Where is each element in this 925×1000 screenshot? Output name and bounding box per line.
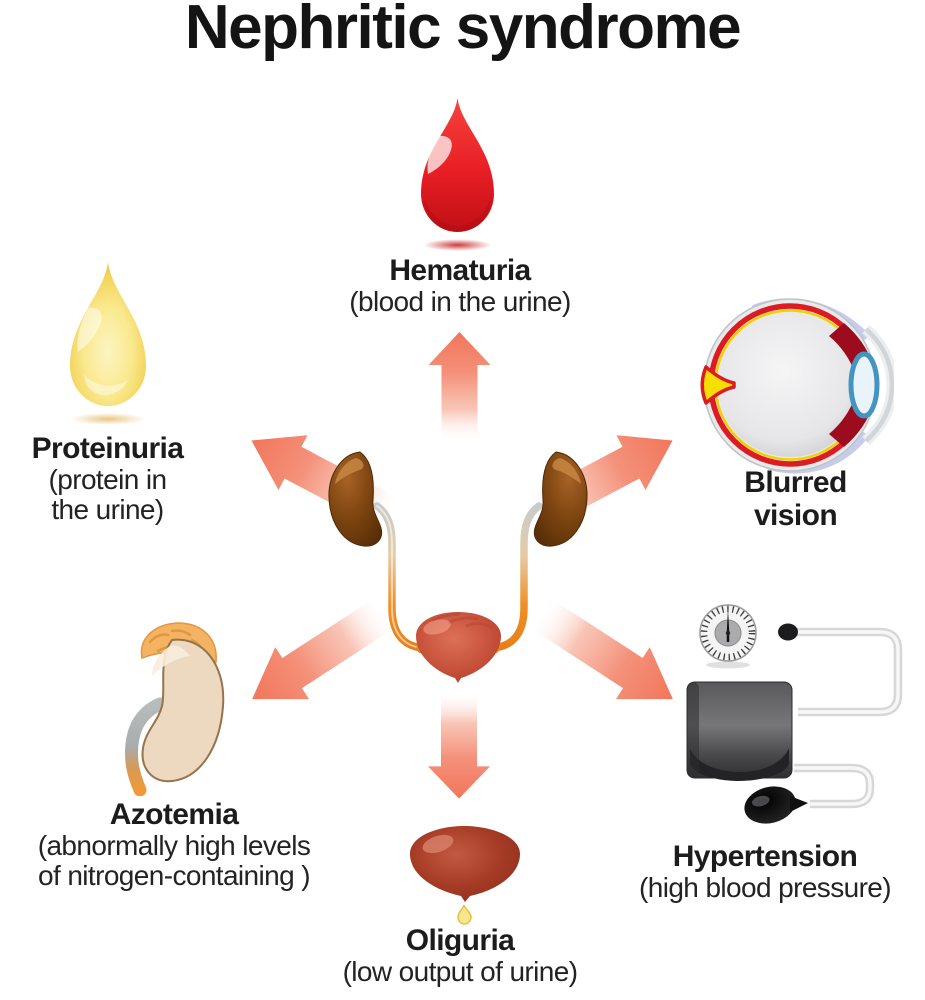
eye-anatomy-icon (698, 293, 894, 478)
arrow-to-oliguria (426, 688, 492, 800)
arrow-to-hematuria (427, 331, 493, 446)
azotemia-name: Azotemia (109, 798, 239, 831)
oliguria-name: Oliguria (405, 924, 515, 957)
proteinuria-desc-line2: the urine) (51, 494, 164, 526)
blurred-vision-label (698, 466, 893, 532)
hypertension-label (605, 840, 925, 903)
hematuria-name: Hematuria (389, 254, 531, 287)
hematuria-desc: (blood in the urine) (349, 286, 571, 317)
hematuria-label (285, 254, 635, 317)
hypertension-desc: (high blood pressure) (639, 872, 891, 903)
proteinuria-desc-line1: (protein in (48, 464, 167, 495)
proteinuria-label (5, 432, 210, 525)
hypertension-name: Hypertension (672, 840, 858, 873)
urine-drop-icon (58, 258, 158, 428)
blood-drop-icon (410, 94, 505, 256)
azotemia-label (0, 798, 348, 891)
kidneys-ureters-bladder-icon (320, 440, 600, 695)
oliguria-desc: (low output of urine) (342, 956, 578, 987)
oliguria-label (300, 924, 620, 987)
azotemia-desc-line2: of nitrogen-containing ) (38, 860, 310, 892)
blurred-vision-name-line1: Blurred (744, 466, 847, 499)
azotemia-desc-line1: (abnormally high levels (37, 830, 311, 861)
bladder-icon (400, 818, 530, 926)
proteinuria-name: Proteinuria (31, 432, 184, 465)
blood-pressure-monitor-icon (618, 592, 918, 837)
kidney-icon (110, 618, 245, 796)
blurred-vision-name-line2: vision (753, 499, 838, 532)
page-title: Nephritic syndrome (184, 0, 741, 62)
